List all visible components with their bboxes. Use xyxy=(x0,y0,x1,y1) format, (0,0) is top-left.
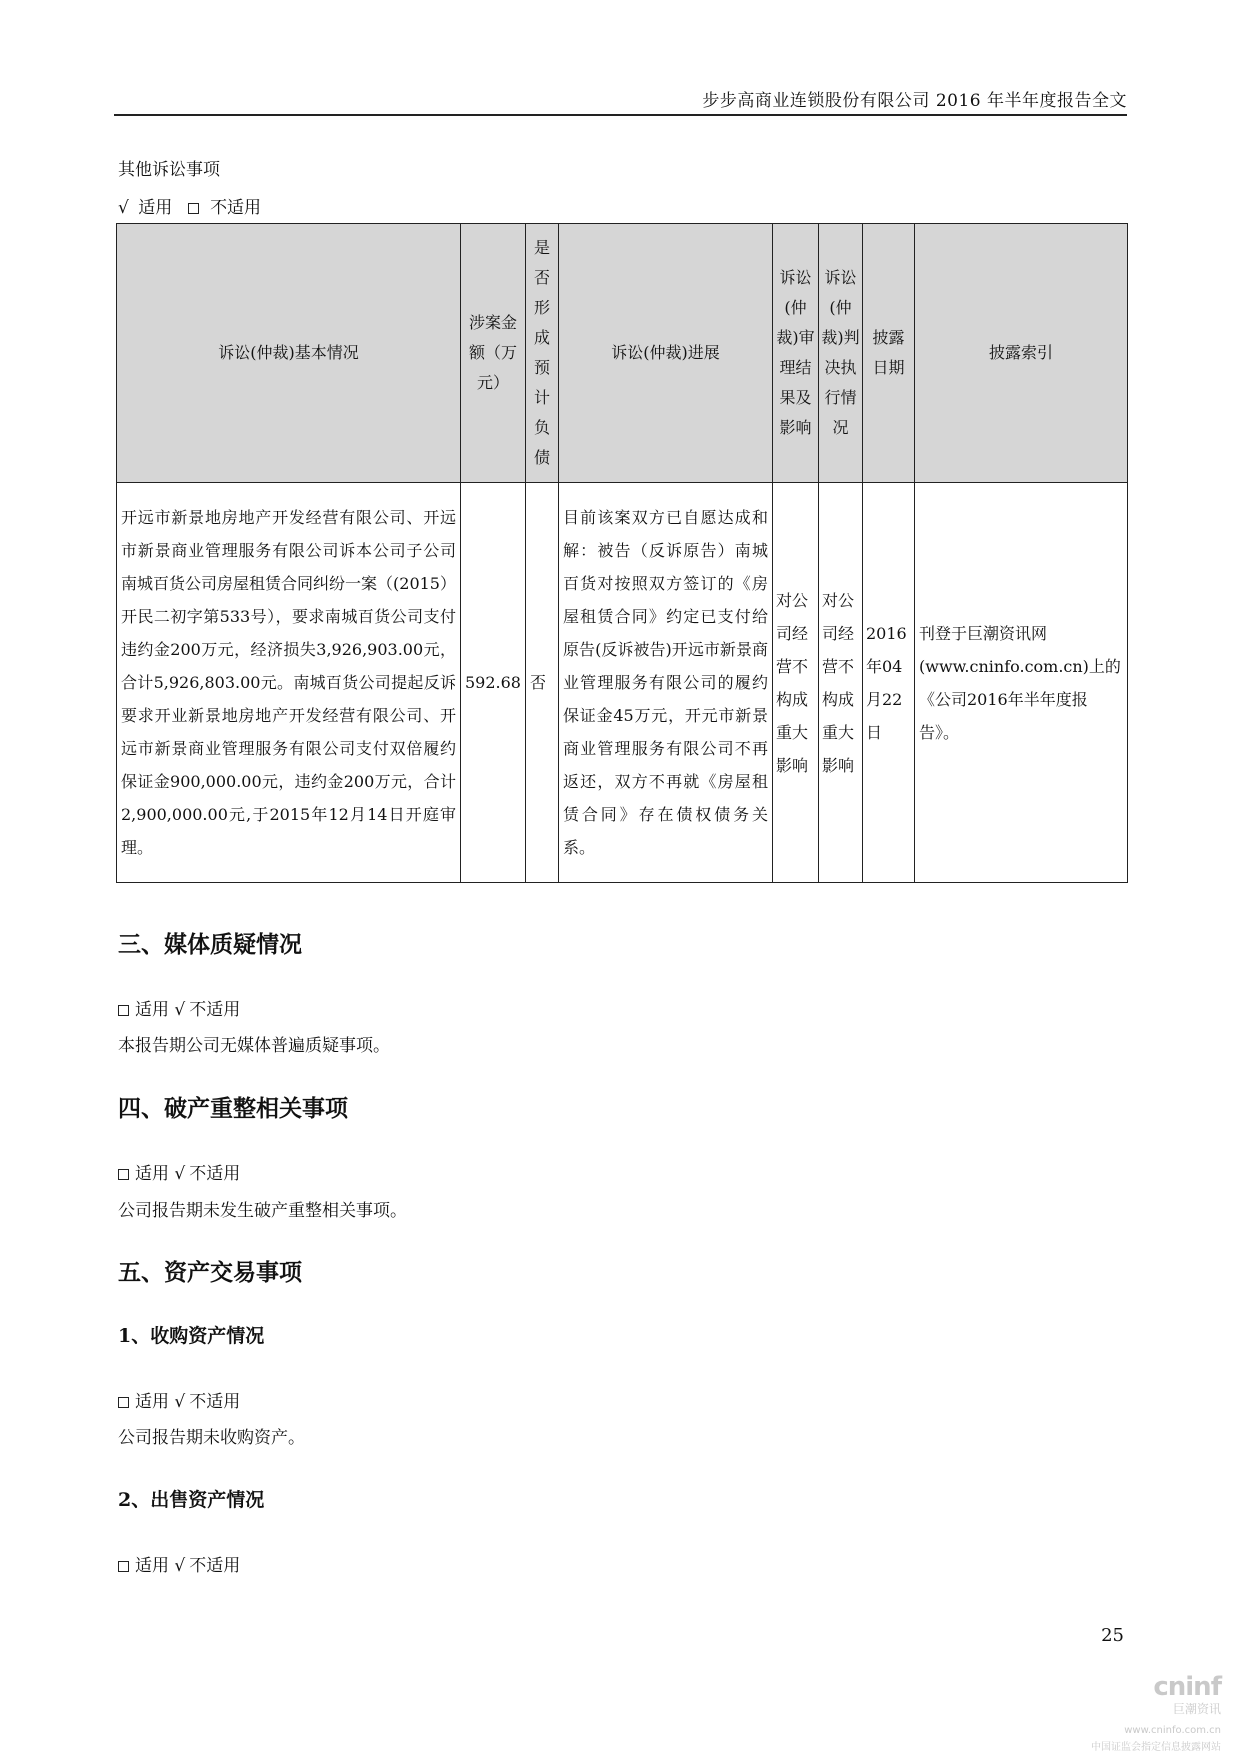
applicable-label: 适用 xyxy=(135,1000,169,1020)
section-bankruptcy-title: 四、破产重整相关事项 xyxy=(118,1095,348,1122)
header-execution: 诉讼(仲裁)判决执行情况 xyxy=(819,224,863,483)
check-mark-icon: √ xyxy=(118,198,129,218)
cell-amount: 592.68 xyxy=(461,483,526,883)
not-applicable-label: 不适用 xyxy=(189,1164,241,1184)
cell-liability: 否 xyxy=(526,483,559,883)
not-applicable-label: 不适用 xyxy=(210,198,262,218)
section-asset-trade-title: 五、资产交易事项 xyxy=(118,1259,302,1286)
header-date: 披露日期 xyxy=(863,224,915,483)
cell-basic: 开远市新景地房地产开发经营有限公司、开远市新景商业管理服务有限公司诉本公司子公司南城百货公司房屋租赁合同纠纷一案（(2015）开民二初字第533号），要求南城百货公司支付违约金200万元，经济损失3,926,903.00元，合计5,926,803.00元。南城百货公司提起反诉要求开业新景地房地产开发经营有限公司、开远市新景商业管理服务有限公司支付双倍履约保证金900,000.00元，违约金200万元，合计2,900,000.00元,于2015年12月14日开庭审理。 xyxy=(117,483,461,883)
empty-checkbox-icon xyxy=(118,1005,129,1016)
table-header-row xyxy=(117,224,1128,483)
check-mark-icon: √ xyxy=(174,1000,186,1020)
header-rule xyxy=(114,114,1127,116)
empty-checkbox-icon xyxy=(118,1397,129,1408)
table-row xyxy=(117,483,1128,883)
other-litigation-title: 其他诉讼事项 xyxy=(118,160,220,180)
acquisition-title: 1、收购资产情况 xyxy=(118,1325,265,1347)
acquisition-applicability xyxy=(118,1387,240,1412)
report-header-title: 步步高商业连锁股份有限公司 2016 年半年度报告全文 xyxy=(702,91,1127,111)
not-applicable-label: 不适用 xyxy=(189,1392,241,1412)
bankruptcy-applicability xyxy=(118,1159,240,1184)
media-applicability xyxy=(118,995,240,1020)
other-litigation-applicability xyxy=(118,193,261,218)
check-mark-icon: √ xyxy=(174,1164,186,1184)
applicable-label: 适用 xyxy=(135,1164,169,1184)
check-mark-icon: √ xyxy=(174,1392,186,1412)
not-applicable-label: 不适用 xyxy=(189,1000,241,1020)
litigation-table xyxy=(116,223,1128,883)
empty-checkbox-icon xyxy=(188,203,199,214)
check-mark-icon: √ xyxy=(174,1556,186,1576)
header-amount: 涉案金额（万元） xyxy=(461,224,526,483)
cninfo-watermark xyxy=(1081,1672,1221,1752)
header-index: 披露索引 xyxy=(915,224,1128,483)
section-media-title: 三、媒体质疑情况 xyxy=(118,931,302,958)
cell-index: 刊登于巨潮资讯网(www.cninfo.com.cn)上的《公司2016年半年度报告》。 xyxy=(915,483,1128,883)
header-basic: 诉讼(仲裁)基本情况 xyxy=(117,224,461,483)
applicable-label: 适用 xyxy=(135,1392,169,1412)
cell-date: 2016年04月22日 xyxy=(863,483,915,883)
applicable-label: 适用 xyxy=(138,198,173,218)
empty-checkbox-icon xyxy=(118,1561,129,1572)
header-liability: 是否形成预计负债 xyxy=(526,224,559,483)
media-text: 本报告期公司无媒体普遍质疑事项。 xyxy=(118,1036,390,1056)
cell-progress: 目前该案双方已自愿达成和解：被告（反诉原告）南城百货对按照双方签订的《房屋租赁合同》约定已支付给原告(反诉被告)开远市新景商业管理服务有限公司的履约保证金45万元，开元市新景商业管理服务有限公司不再返还，双方不再就《房屋租赁合同》存在债权债务关系。 xyxy=(559,483,773,883)
bankruptcy-text: 公司报告期未发生破产重整相关事项。 xyxy=(118,1201,407,1221)
acquisition-text: 公司报告期未收购资产。 xyxy=(118,1428,305,1448)
cell-execution: 对公司经营不构成重大影响 xyxy=(819,483,863,883)
cell-result: 对公司经营不构成重大影响 xyxy=(773,483,819,883)
sale-applicability xyxy=(118,1551,240,1576)
header-progress: 诉讼(仲裁)进展 xyxy=(559,224,773,483)
not-applicable-label: 不适用 xyxy=(189,1556,241,1576)
cninfo-name: 巨潮资讯 xyxy=(1172,1702,1221,1716)
header-result: 诉讼(仲裁)审理结果及影响 xyxy=(773,224,819,483)
cninfo-caption: 中国证监会指定信息披露网站 xyxy=(1091,1742,1221,1753)
sale-title: 2、出售资产情况 xyxy=(118,1489,265,1511)
applicable-label: 适用 xyxy=(135,1556,169,1576)
page-number: 25 xyxy=(1101,1625,1124,1646)
cninfo-logo: cninf xyxy=(1153,1672,1221,1702)
cninfo-url: www.cninfo.com.cn xyxy=(1124,1725,1221,1736)
empty-checkbox-icon xyxy=(118,1169,129,1180)
